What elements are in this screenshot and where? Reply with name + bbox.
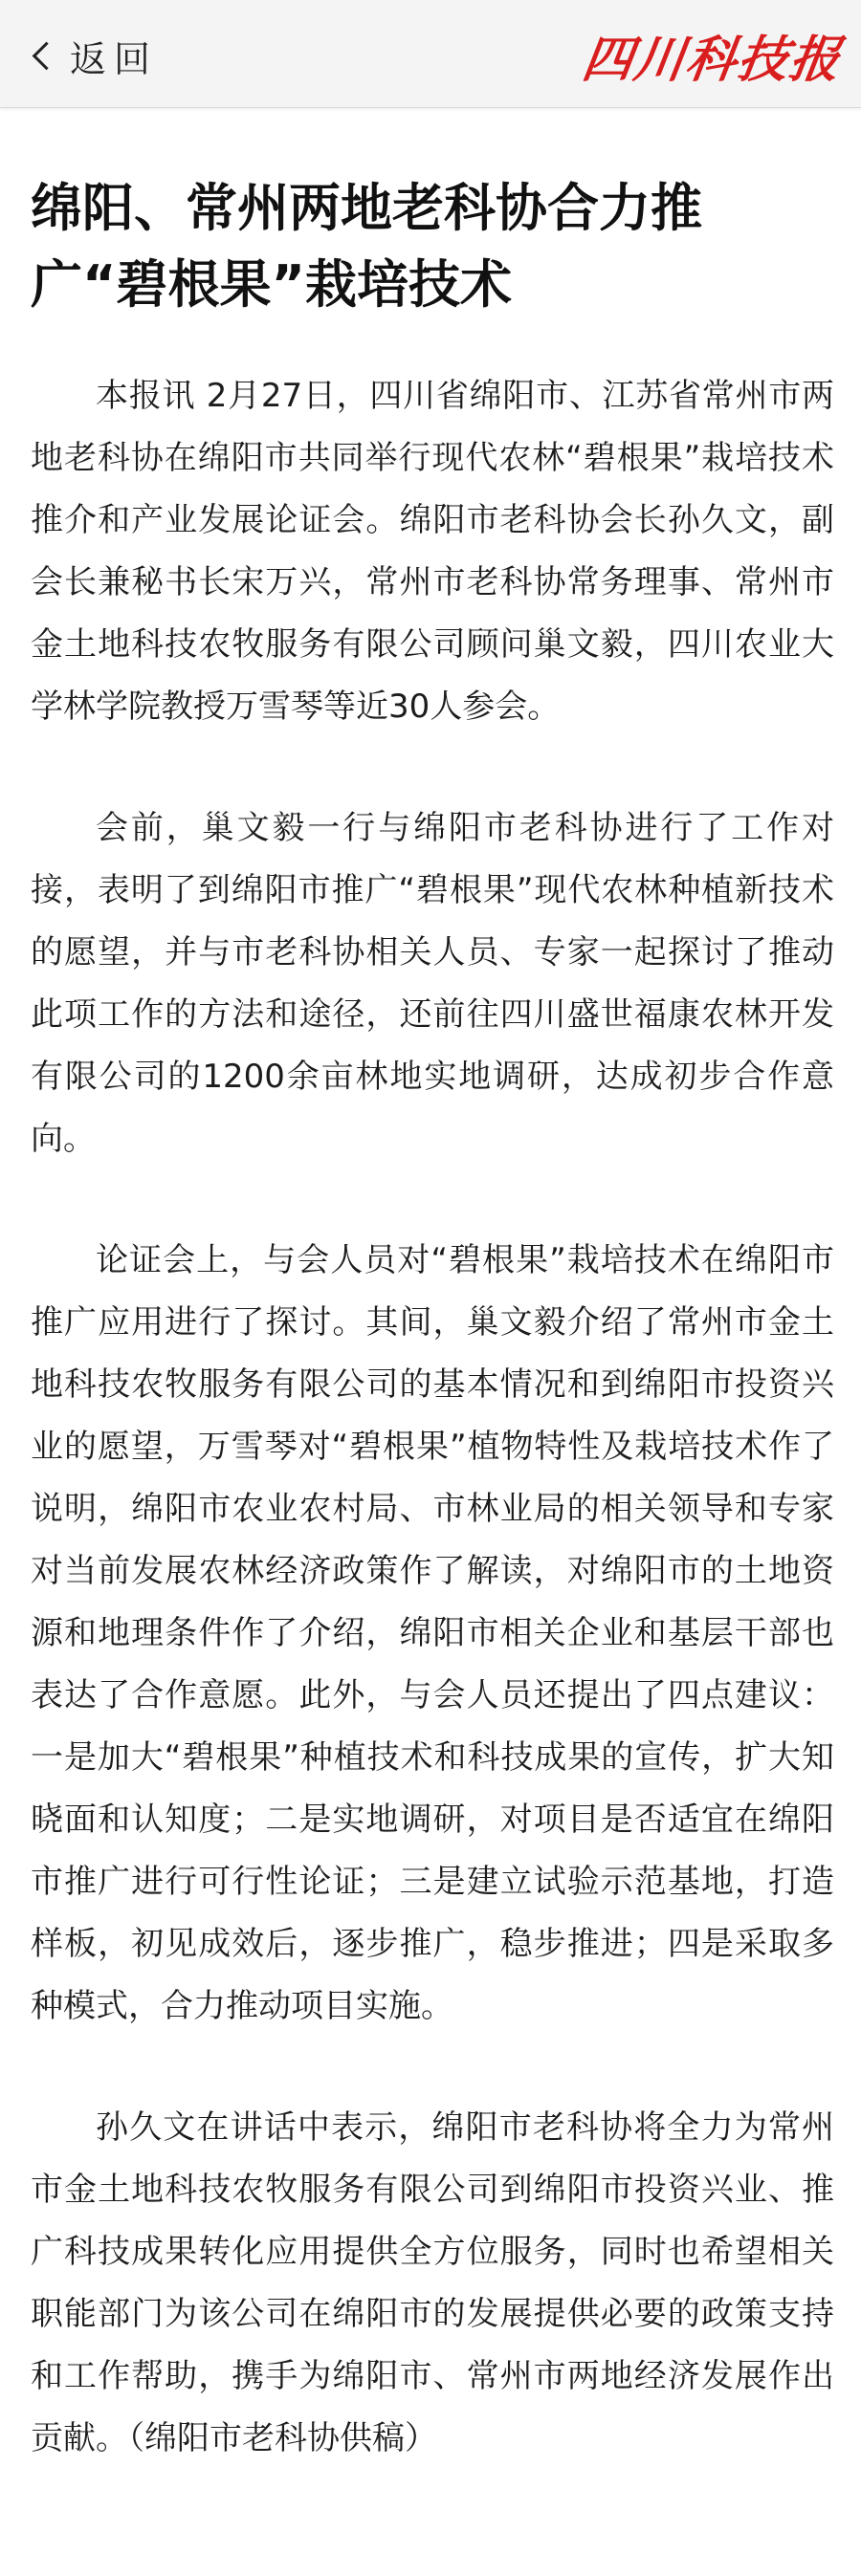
top-navigation-bar [0, 0, 861, 108]
newspaper-logo-text: 四川科技报 [578, 30, 846, 89]
chevron-left-icon [33, 41, 61, 70]
article-paragraph: 本报讯 2月27日，四川省绵阳市、江苏省常州市两地老科协在绵阳市共同举行现代农林“碧根果”栽培技术推介和产业发展论证会。绵阳市老科协会长孙久文，副会长兼秘书长宋万兴，常州市老科协常务理事、常州市金土地科技农牧服务有限公司顾问巢文毅，四川农业大学林学院教授万雪琴等近30人参会。 [31, 377, 834, 726]
article-paragraph: 孙久文在讲话中表示，绵阳市老科协将全力为常州市金土地科技农牧服务有限公司到绵阳市投资兴业、推广科技成果转化应用提供全方位服务，同时也希望相关职能部门为该公司在绵阳市的发展提供必要的政策支持和工作帮助，携手为绵阳市、常州市两地经济发展作出贡献。（绵阳市老科协供稿） [31, 2108, 834, 2457]
article-paragraph: 会前，巢文毅一行与绵阳市老科协进行了工作对接，表明了到绵阳市推广“碧根果”现代农林种植新技术的愿望，并与市老科协相关人员、专家一起探讨了推动此项工作的方法和途径，还前往四川盛世福康农林开发有限公司的1200余亩林地实地调研，达成初步合作意向。 [31, 809, 834, 1158]
article-paragraph: 论证会上，与会人员对“碧根果”栽培技术在绵阳市推广应用进行了探讨。其间，巢文毅介绍了常州市金土地科技农牧服务有限公司的基本情况和到绵阳市投资兴业的愿望，万雪琴对“碧根果”植物特性及栽培技术作了说明，绵阳市农业农村局、市林业局的相关领导和专家对当前发展农林经济政策作了解读，对绵阳市的土地资源和地理条件作了介绍，绵阳市相关企业和基层干部也表达了合作意愿。此外，与会人员还提出了四点建议：一是加大“碧根果”种植技术和科技成果的宣传，扩大知晓面和认知度；二是实地调研，对项目是否适宜在绵阳市推广进行可行性论证；三是建立试验示范基地，打造样板，初见成效后，逐步推广，稳步推进；四是采取多种模式，合力推动项目实施。 [31, 1241, 834, 2025]
newspaper-logo [578, 25, 846, 89]
article-body [31, 170, 834, 2529]
back-button[interactable] [29, 33, 158, 78]
back-label: 返回 [70, 37, 159, 80]
article-title: 绵阳、常州两地老科协合力推广“碧根果”栽培技术 [31, 178, 702, 315]
